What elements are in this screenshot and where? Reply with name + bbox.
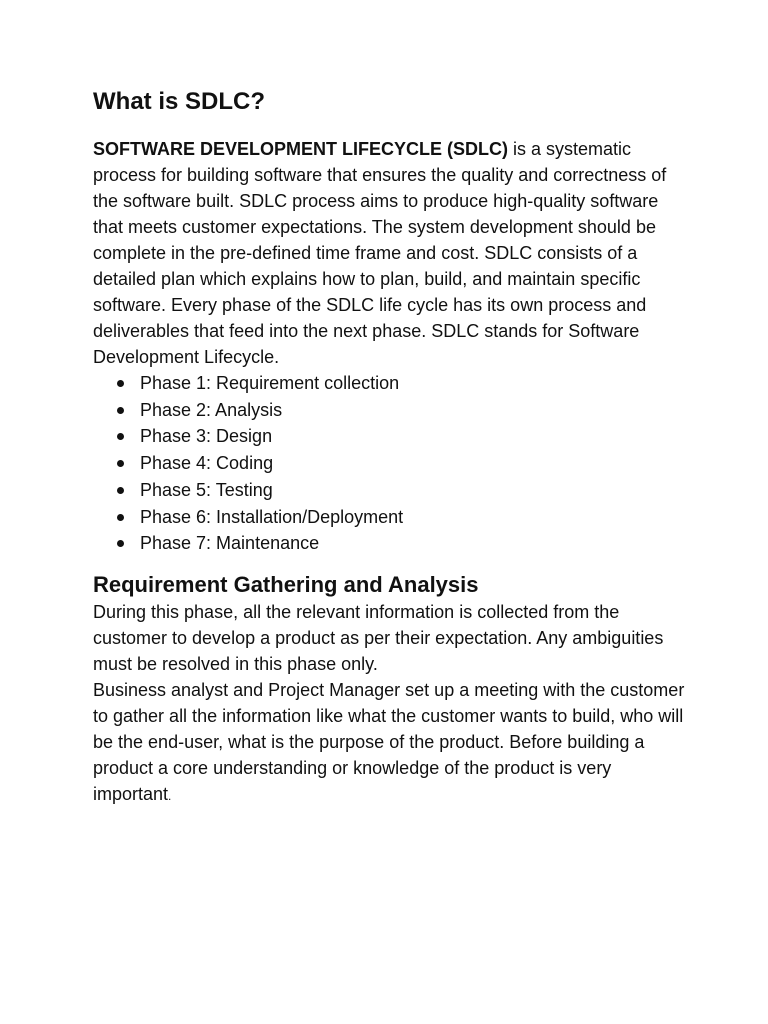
- phase-label: Phase 7: Maintenance: [140, 533, 320, 554]
- bullet-icon: [117, 407, 124, 414]
- document-page: [93, 84, 693, 809]
- intro-lead: SOFTWARE DEVELOPMENT LIFECYCLE (SDLC): [93, 139, 509, 159]
- list-item: [93, 530, 693, 557]
- requirement-paragraph-1: During this phase, all the relevant information is collected from the customer to develop a product as per their expectation. Any ambiguities must be resolved in this phase only.: [93, 601, 664, 674]
- requirement-section-title: Requirement Gathering and Analysis: [93, 571, 479, 597]
- bullet-icon: [117, 380, 124, 387]
- phase-label: Phase 1: Requirement collection: [140, 373, 400, 393]
- bullet-icon: [117, 460, 124, 467]
- requirement-paragraph-2-text: Business analyst and Project Manager set up a meeting with the customer to gather all the information like what the customer wants to build, who will be the end-user, what is the purpose of the product. Before building a product a core understanding or knowledge of the product is very important: [93, 679, 685, 804]
- requirement-paragraph-2-end: .: [168, 788, 172, 803]
- phase-label: Phase 4: Coding: [140, 453, 274, 474]
- list-item: [93, 423, 693, 450]
- list-item: [93, 397, 693, 424]
- phase-list: [93, 370, 693, 557]
- requirement-paragraph-2: [93, 677, 693, 809]
- list-item: [93, 370, 693, 397]
- page-title: What is SDLC?: [93, 88, 265, 115]
- bullet-icon: [117, 514, 124, 521]
- phase-label: Phase 6: Installation/Deployment: [140, 506, 404, 527]
- bullet-icon: [117, 487, 124, 494]
- list-item: [93, 450, 693, 477]
- list-item: [93, 477, 693, 504]
- list-item: [93, 504, 693, 531]
- bullet-icon: [117, 433, 124, 440]
- intro-paragraph: [93, 136, 693, 370]
- phase-label: Phase 3: Design: [140, 426, 273, 447]
- intro-text: is a systematic process for building software that ensures the quality and correctness of the software built. SDLC process aims to produce high-quality software that meets customer expectations. The system development should be complete in the pre-defined time frame and cost. SDLC consists of a detailed plan which explains how to plan, build, and maintain specific software. Every phase of the SDLC life cycle has its own process and deliverables that feed into the next phase. SDLC stands for Software Development Lifecycle.: [93, 139, 667, 367]
- phase-label: Phase 2: Analysis: [140, 399, 283, 420]
- phase-label: Phase 5: Testing: [140, 479, 273, 500]
- bullet-icon: [117, 540, 124, 547]
